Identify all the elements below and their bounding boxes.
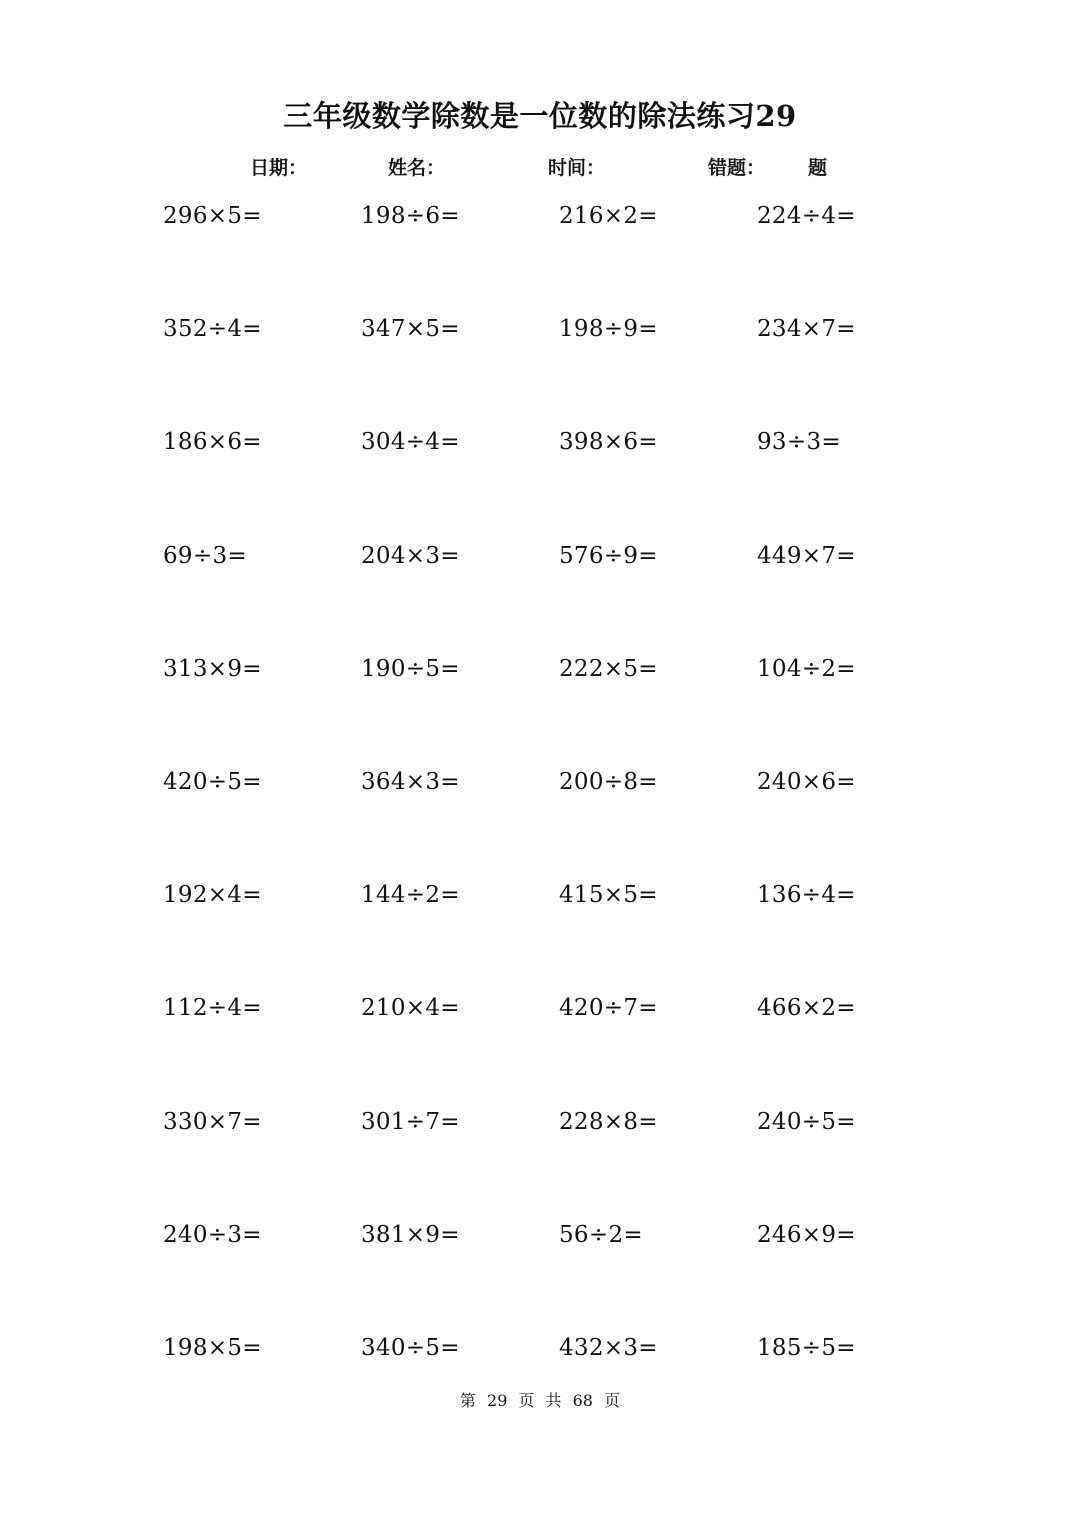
problem-r9-c1: 330×7=	[163, 1109, 262, 1135]
problem-r10-c4: 246×9=	[757, 1222, 856, 1248]
problem-r2-c4: 234×7=	[757, 316, 856, 342]
problem-r7-c2: 144÷2=	[361, 882, 460, 908]
problem-r11-c1: 198×5=	[163, 1335, 262, 1361]
problem-r6-c1: 420÷5=	[163, 769, 262, 795]
problem-r1-c1: 296×5=	[163, 203, 262, 229]
problem-r8-c4: 466×2=	[757, 995, 856, 1021]
problem-r5-c4: 104÷2=	[757, 656, 856, 682]
problem-r10-c3: 56÷2=	[559, 1222, 643, 1248]
problem-r10-c1: 240÷3=	[163, 1222, 262, 1248]
problem-r9-c4: 240÷5=	[757, 1109, 856, 1135]
problem-r3-c1: 186×6=	[163, 429, 262, 455]
problem-r6-c3: 200÷8=	[559, 769, 658, 795]
problem-r5-c2: 190÷5=	[361, 656, 460, 682]
problem-r5-c1: 313×9=	[163, 656, 262, 682]
errors-unit: 题	[808, 157, 828, 179]
problem-r8-c3: 420÷7=	[559, 995, 658, 1021]
problem-r4-c2: 204×3=	[361, 543, 460, 569]
worksheet-title: 三年级数学除数是一位数的除法练习29	[283, 99, 797, 133]
problem-r4-c1: 69÷3=	[163, 543, 247, 569]
problem-r1-c3: 216×2=	[559, 203, 658, 229]
problem-r3-c2: 304÷4=	[361, 429, 460, 455]
problem-r11-c2: 340÷5=	[361, 1335, 460, 1361]
problem-r9-c2: 301÷7=	[361, 1109, 460, 1135]
problem-r3-c3: 398×6=	[559, 429, 658, 455]
problem-r8-c1: 112÷4=	[163, 995, 262, 1021]
problem-r11-c4: 185÷5=	[757, 1335, 856, 1361]
problem-r1-c4: 224÷4=	[757, 203, 856, 229]
problem-r4-c3: 576÷9=	[559, 543, 658, 569]
problem-r4-c4: 449×7=	[757, 543, 856, 569]
problem-r10-c2: 381×9=	[361, 1222, 460, 1248]
problem-r1-c2: 198÷6=	[361, 203, 460, 229]
problem-r2-c2: 347×5=	[361, 316, 460, 342]
name-label: 姓名：	[388, 157, 446, 179]
problem-r8-c2: 210×4=	[361, 995, 460, 1021]
problem-r3-c4: 93÷3=	[757, 429, 841, 455]
errors-label: 错题：	[708, 157, 766, 179]
problem-r7-c4: 136÷4=	[757, 882, 856, 908]
problem-r6-c2: 364×3=	[361, 769, 460, 795]
problem-r5-c3: 222×5=	[559, 656, 658, 682]
problem-r11-c3: 432×3=	[559, 1335, 658, 1361]
problem-r2-c1: 352÷4=	[163, 316, 262, 342]
time-label: 时间：	[548, 157, 606, 179]
date-label: 日期：	[250, 157, 308, 179]
problem-r7-c3: 415×5=	[559, 882, 658, 908]
problem-r6-c4: 240×6=	[757, 769, 856, 795]
problem-r7-c1: 192×4=	[163, 882, 262, 908]
problem-r2-c3: 198÷9=	[559, 316, 658, 342]
problem-r9-c3: 228×8=	[559, 1109, 658, 1135]
page-footer: 第 29 页 共 68 页	[459, 1391, 621, 1410]
